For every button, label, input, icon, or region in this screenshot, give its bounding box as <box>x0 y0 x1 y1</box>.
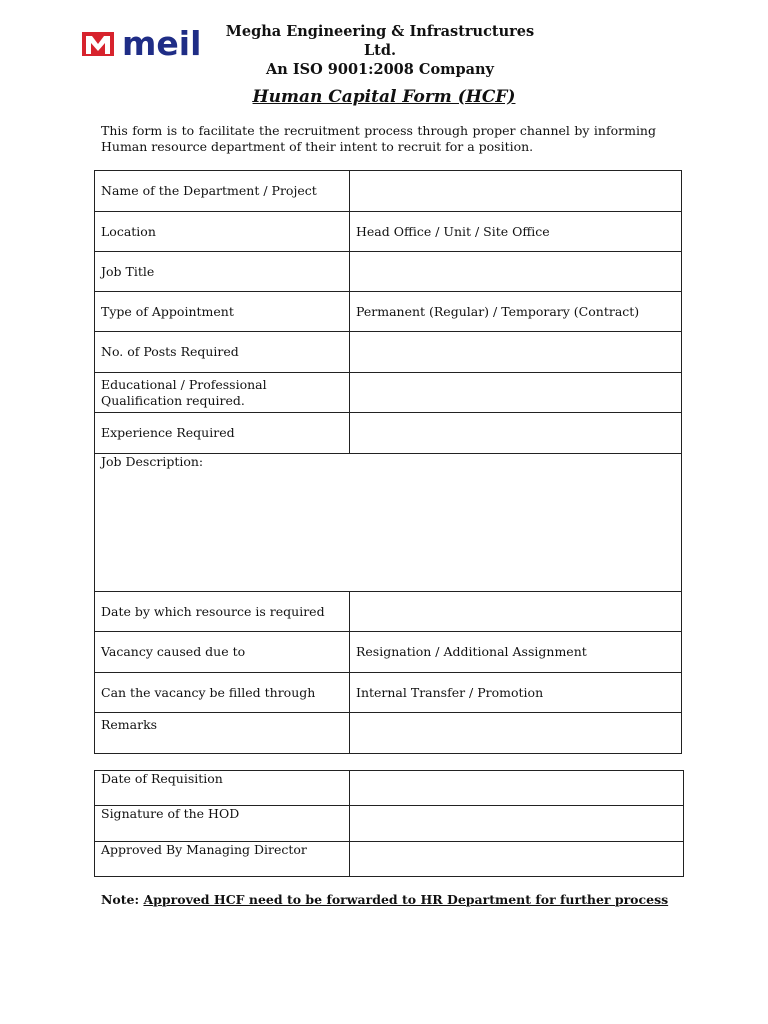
field-value[interactable] <box>350 171 682 212</box>
field-label: Name of the Department / Project <box>95 171 350 212</box>
field-label: Approved By Managing Director <box>95 842 350 877</box>
table-row <box>95 771 684 806</box>
table-row <box>95 806 684 842</box>
field-label: Type of Appointment <box>95 292 350 332</box>
field-label: Signature of the HOD <box>95 806 350 842</box>
job-description-field[interactable]: Job Description: <box>95 454 682 592</box>
field-value[interactable] <box>350 771 684 806</box>
field-label: No. of Posts Required <box>95 332 350 373</box>
field-label: Vacancy caused due to <box>95 632 350 673</box>
field-value[interactable]: Resignation / Additional Assignment <box>350 632 682 673</box>
company-logo <box>82 24 204 58</box>
field-value[interactable]: Internal Transfer / Promotion <box>350 673 682 713</box>
field-label: Experience Required <box>95 413 350 454</box>
field-label: Educational / Professional Qualification required. <box>95 373 350 413</box>
table-row <box>95 673 682 713</box>
table-row <box>95 592 682 632</box>
company-name: Megha Engineering & Infrastructures Ltd. <box>225 23 535 59</box>
form-intro: This form is to facilitate the recruitment process through proper channel by informing Human resource department of their intent to recruit for a position. <box>101 123 656 154</box>
table-row <box>95 171 682 212</box>
field-value[interactable]: Permanent (Regular) / Temporary (Contract) <box>350 292 682 332</box>
field-value[interactable] <box>350 252 682 292</box>
table-row <box>95 373 682 413</box>
form-title: Human Capital Form (HCF) <box>252 87 516 107</box>
note-prefix: Note: <box>101 892 140 907</box>
table-row <box>95 292 682 332</box>
field-label: Can the vacancy be filled through <box>95 673 350 713</box>
table-row <box>95 252 682 292</box>
job-description-row <box>95 454 682 592</box>
table-row <box>95 842 684 877</box>
field-value[interactable] <box>350 592 682 632</box>
field-label: Remarks <box>95 713 350 754</box>
field-value[interactable] <box>350 806 684 842</box>
table-row <box>95 713 682 754</box>
table-row <box>95 632 682 673</box>
field-label: Date by which resource is required <box>95 592 350 632</box>
field-label: Date of Requisition <box>95 771 350 806</box>
requisition-table <box>94 170 682 754</box>
company-header <box>210 22 550 79</box>
field-value[interactable] <box>350 413 682 454</box>
field-value[interactable] <box>350 713 682 754</box>
field-value[interactable] <box>350 842 684 877</box>
field-label: Location <box>95 212 350 252</box>
note-text: Approved HCF need to be forwarded to HR Department for further process <box>143 892 669 907</box>
field-label: Job Title <box>95 252 350 292</box>
svg-text:meil: meil <box>122 24 202 58</box>
table-row <box>95 212 682 252</box>
form-note <box>101 892 668 907</box>
table-row <box>95 413 682 454</box>
table-row <box>95 332 682 373</box>
approval-table <box>94 770 684 877</box>
field-value[interactable] <box>350 332 682 373</box>
field-value[interactable]: Head Office / Unit / Site Office <box>350 212 682 252</box>
field-value[interactable] <box>350 373 682 413</box>
company-certification: An ISO 9001:2008 Company <box>266 61 494 78</box>
